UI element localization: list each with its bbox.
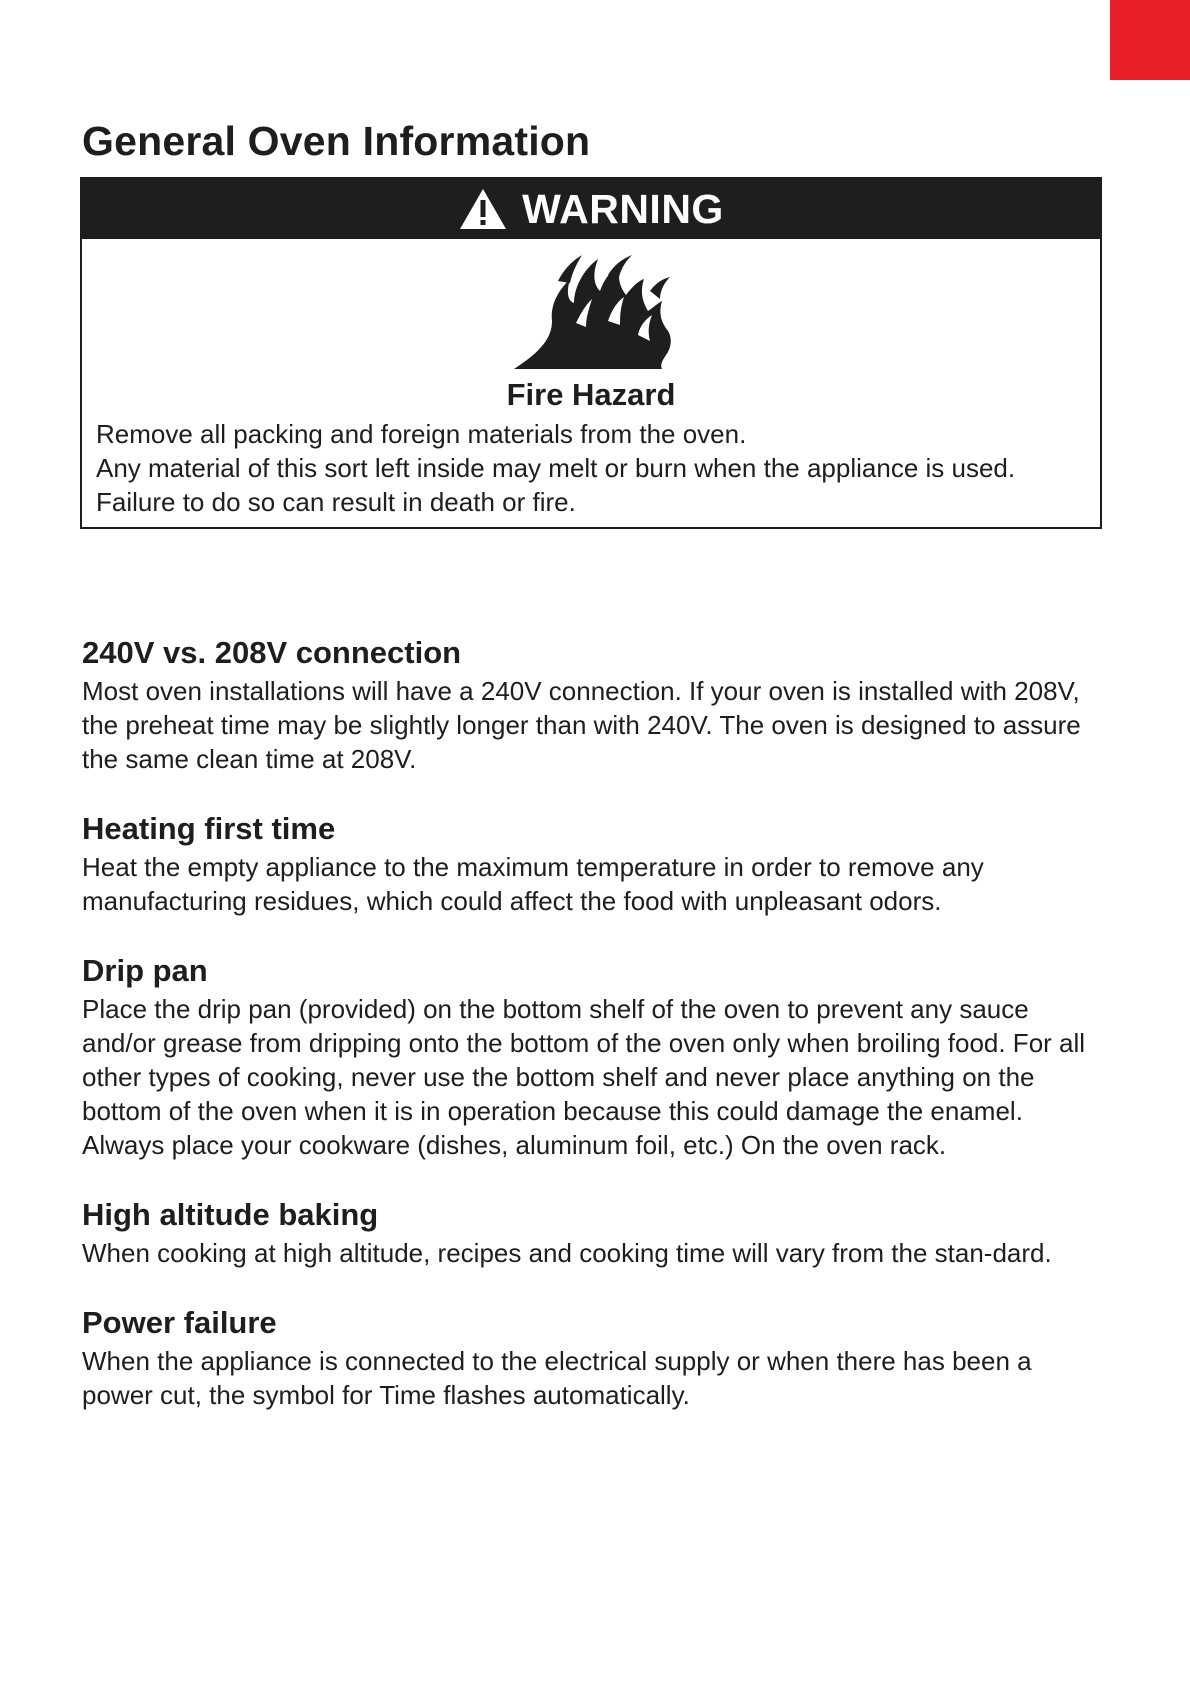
page-title: General Oven Information (82, 118, 591, 164)
section-heading: Drip pan (82, 953, 208, 988)
section-body: Place the drip pan (provided) on the bottom shelf of the oven to prevent any sauce and/or grease from dripping onto the bottom of the oven only when broiling food. For all other types of cooking, never use the bottom shelf and never place anything on the bottom of the oven when it is in operation because this could damage the enamel. Always place your cookware (dishes, aluminum foil, etc.) On the oven rack. (82, 994, 1086, 1160)
warning-label: WARNING (522, 185, 724, 232)
section-heating-first-time (82, 810, 1102, 918)
hazard-line: Remove all packing and foreign materials from the oven. (96, 419, 747, 449)
fire-icon (512, 251, 682, 371)
section-high-altitude (82, 1196, 1102, 1270)
hazard-text (96, 417, 1092, 519)
section-body: Most oven installations will have a 240V connection. If your oven is installed with 208V, the preheat time may be slightly longer than with 240V. The oven is designed to assure the same clean time at 208V. (82, 676, 1081, 774)
section-heading: High altitude baking (82, 1197, 379, 1232)
info-sections (82, 634, 1102, 1446)
hazard-line: Any material of this sort left inside may melt or burn when the appliance is used. (96, 453, 1016, 483)
hazard-title: Fire Hazard (506, 377, 676, 412)
section-body: Heat the empty appliance to the maximum temperature in order to remove any manufacturing residues, which could affect the food with unpleasant odors. (82, 852, 984, 916)
section-heading: 240V vs. 208V connection (82, 635, 462, 670)
section-power-failure (82, 1304, 1102, 1412)
section-heading: Heating first time (82, 811, 336, 846)
warning-triangle-icon (458, 187, 508, 231)
section-drip-pan (82, 952, 1102, 1162)
warning-box (80, 177, 1102, 529)
section-voltage (82, 634, 1102, 776)
section-heading: Power failure (82, 1305, 277, 1340)
section-body: When the appliance is connected to the electrical supply or when there has been a power cut, the symbol for Time flashes automatically. (82, 1346, 1032, 1410)
section-body: When cooking at high altitude, recipes and cooking time will vary from the stan-dard. (82, 1238, 1052, 1268)
warning-header (82, 179, 1100, 239)
hazard-line: Failure to do so can result in death or fire. (96, 487, 576, 517)
page-corner-tab (1110, 0, 1190, 80)
